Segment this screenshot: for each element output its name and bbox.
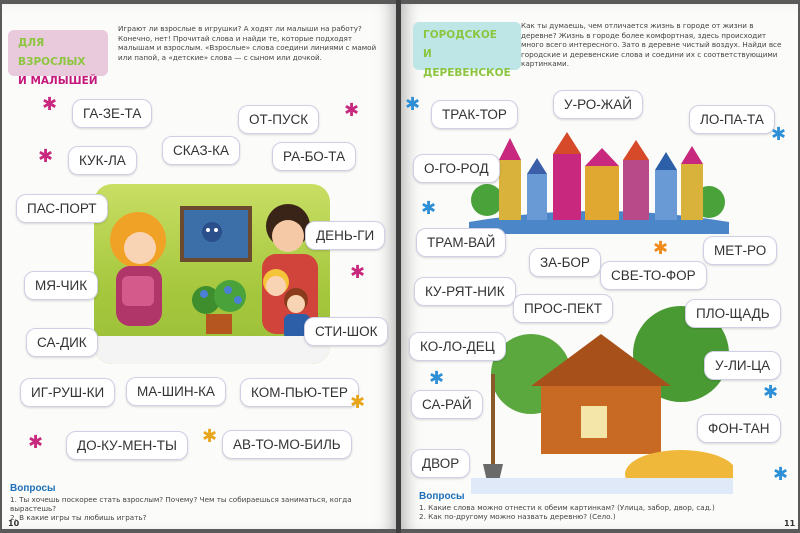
star-icon: ✱ xyxy=(350,262,366,283)
word-card[interactable]: ДО-КУ-МЕН-ТЫ xyxy=(66,431,188,460)
word-card[interactable]: КУ-РЯТ-НИК xyxy=(414,277,516,306)
title-line-1: ДЛЯ ВЗРОСЛЫХ xyxy=(18,37,86,68)
title-line-2: И МАЛЫШЕЙ xyxy=(18,75,98,87)
section-title-left xyxy=(8,30,108,87)
windowsill xyxy=(94,336,330,364)
word-card[interactable]: СВЕ-ТО-ФОР xyxy=(600,261,707,290)
family-illustration xyxy=(94,184,330,364)
star-icon: ✱ xyxy=(38,146,54,167)
city-illustration xyxy=(469,130,729,234)
star-icon: ✱ xyxy=(421,198,437,219)
word-card[interactable]: У-РО-ЖАЙ xyxy=(553,90,643,119)
star-icon: ✱ xyxy=(405,94,421,115)
word-card[interactable]: СТИ-ШОК xyxy=(304,317,388,346)
word-card[interactable]: ГА-ЗЕ-ТА xyxy=(72,99,152,128)
title-line-1: ГОРОДСКОЕ xyxy=(423,29,497,41)
star-icon: ✱ xyxy=(202,426,218,447)
star-icon: ✱ xyxy=(429,368,445,389)
word-card[interactable]: КО-ЛО-ДЕЦ xyxy=(409,332,506,361)
word-card[interactable]: ДВОР xyxy=(411,449,470,478)
word-card[interactable]: СА-РАЙ xyxy=(411,390,483,419)
word-card[interactable]: МЕТ-РО xyxy=(703,236,777,265)
word-card[interactable]: МЯ-ЧИК xyxy=(24,271,98,300)
page-number: 10 xyxy=(8,519,20,528)
intro-text-right: Как ты думаешь, чем отличается жизнь в городе от жизни в деревне? Жизнь в городе более комфортная, здесь происходит много всего интересного. Зато в деревне чистый воздух. Найди все городские и деревенские слова и соедини их с соответствующими картинками. xyxy=(521,21,782,69)
star-icon: ✱ xyxy=(763,382,779,403)
word-card[interactable]: ТРАК-ТОР xyxy=(431,100,518,129)
page-number: 11 xyxy=(784,519,796,528)
intro-text-left: Играют ли взрослые в игрушки? А ходят ли малыши на работу? Конечно, нет! Прочитай слова и найди те, которые подходят малышам и взрослым. «Взрослые» слова соедини линиями с мамой или папой, а «детские» слова — с сыном или дочкой. xyxy=(118,24,377,62)
word-card[interactable]: КУК-ЛА xyxy=(68,146,137,175)
left-page xyxy=(2,4,396,529)
word-card[interactable]: ПЛО-ЩАДЬ xyxy=(685,299,781,328)
word-card[interactable]: СА-ДИК xyxy=(26,328,98,357)
star-icon: ✱ xyxy=(344,100,360,121)
word-card[interactable]: У-ЛИ-ЦА xyxy=(704,351,781,380)
word-card[interactable]: ТРАМ-ВАЙ xyxy=(416,228,506,257)
word-card[interactable]: РА-БО-ТА xyxy=(272,142,356,171)
star-icon: ✱ xyxy=(28,432,44,453)
title-line-2: И ДЕРЕВЕНСКОЕ xyxy=(423,48,511,79)
word-card[interactable]: ИГ-РУШ-КИ xyxy=(20,378,115,407)
questions-heading: Вопросы xyxy=(10,483,56,494)
star-icon: ✱ xyxy=(771,124,787,145)
star-icon: ✱ xyxy=(42,94,58,115)
word-card[interactable]: АВ-ТО-МО-БИЛЬ xyxy=(222,430,352,459)
word-card[interactable]: МА-ШИН-КА xyxy=(126,377,226,406)
potted-plants xyxy=(186,280,256,340)
right-page xyxy=(401,4,798,529)
question-item: 1. Ты хочешь поскорее стать взрослым? Почему? Чем ты собираешься заниматься, когда вырастешь? xyxy=(10,495,352,513)
question-item: 1. Какие слова можно отнести к обеим картинкам? (Улица, забор, двор, сад.) xyxy=(419,503,715,512)
word-card[interactable]: ДЕНЬ-ГИ xyxy=(305,221,385,250)
questions-heading: Вопросы xyxy=(419,491,465,502)
section-title-right xyxy=(413,22,521,79)
word-card[interactable]: ПРОС-ПЕКТ xyxy=(513,294,613,323)
word-card[interactable]: ЛО-ПА-ТА xyxy=(689,105,775,134)
mom-figure xyxy=(104,204,178,344)
word-card[interactable]: КОМ-ПЬЮ-ТЕР xyxy=(240,378,359,407)
word-card[interactable]: ЗА-БОР xyxy=(529,248,601,277)
star-icon: ✱ xyxy=(350,392,366,413)
question-item: 2. В какие игры ты любишь играть? xyxy=(10,513,147,522)
star-icon: ✱ xyxy=(773,464,789,485)
question-item: 2. Как по-другому можно назвать деревню? (Село.) xyxy=(419,512,616,521)
word-card[interactable]: СКАЗ-КА xyxy=(162,136,240,165)
window-with-toy xyxy=(180,206,252,262)
word-card[interactable]: ПАС-ПОРТ xyxy=(16,194,108,223)
questions-right xyxy=(419,492,749,521)
questions-left xyxy=(10,484,370,522)
word-card[interactable]: ФОН-ТАН xyxy=(697,414,781,443)
word-card[interactable]: О-ГО-РОД xyxy=(413,154,500,183)
word-card[interactable]: ОТ-ПУСК xyxy=(238,105,319,134)
star-icon: ✱ xyxy=(653,238,669,259)
